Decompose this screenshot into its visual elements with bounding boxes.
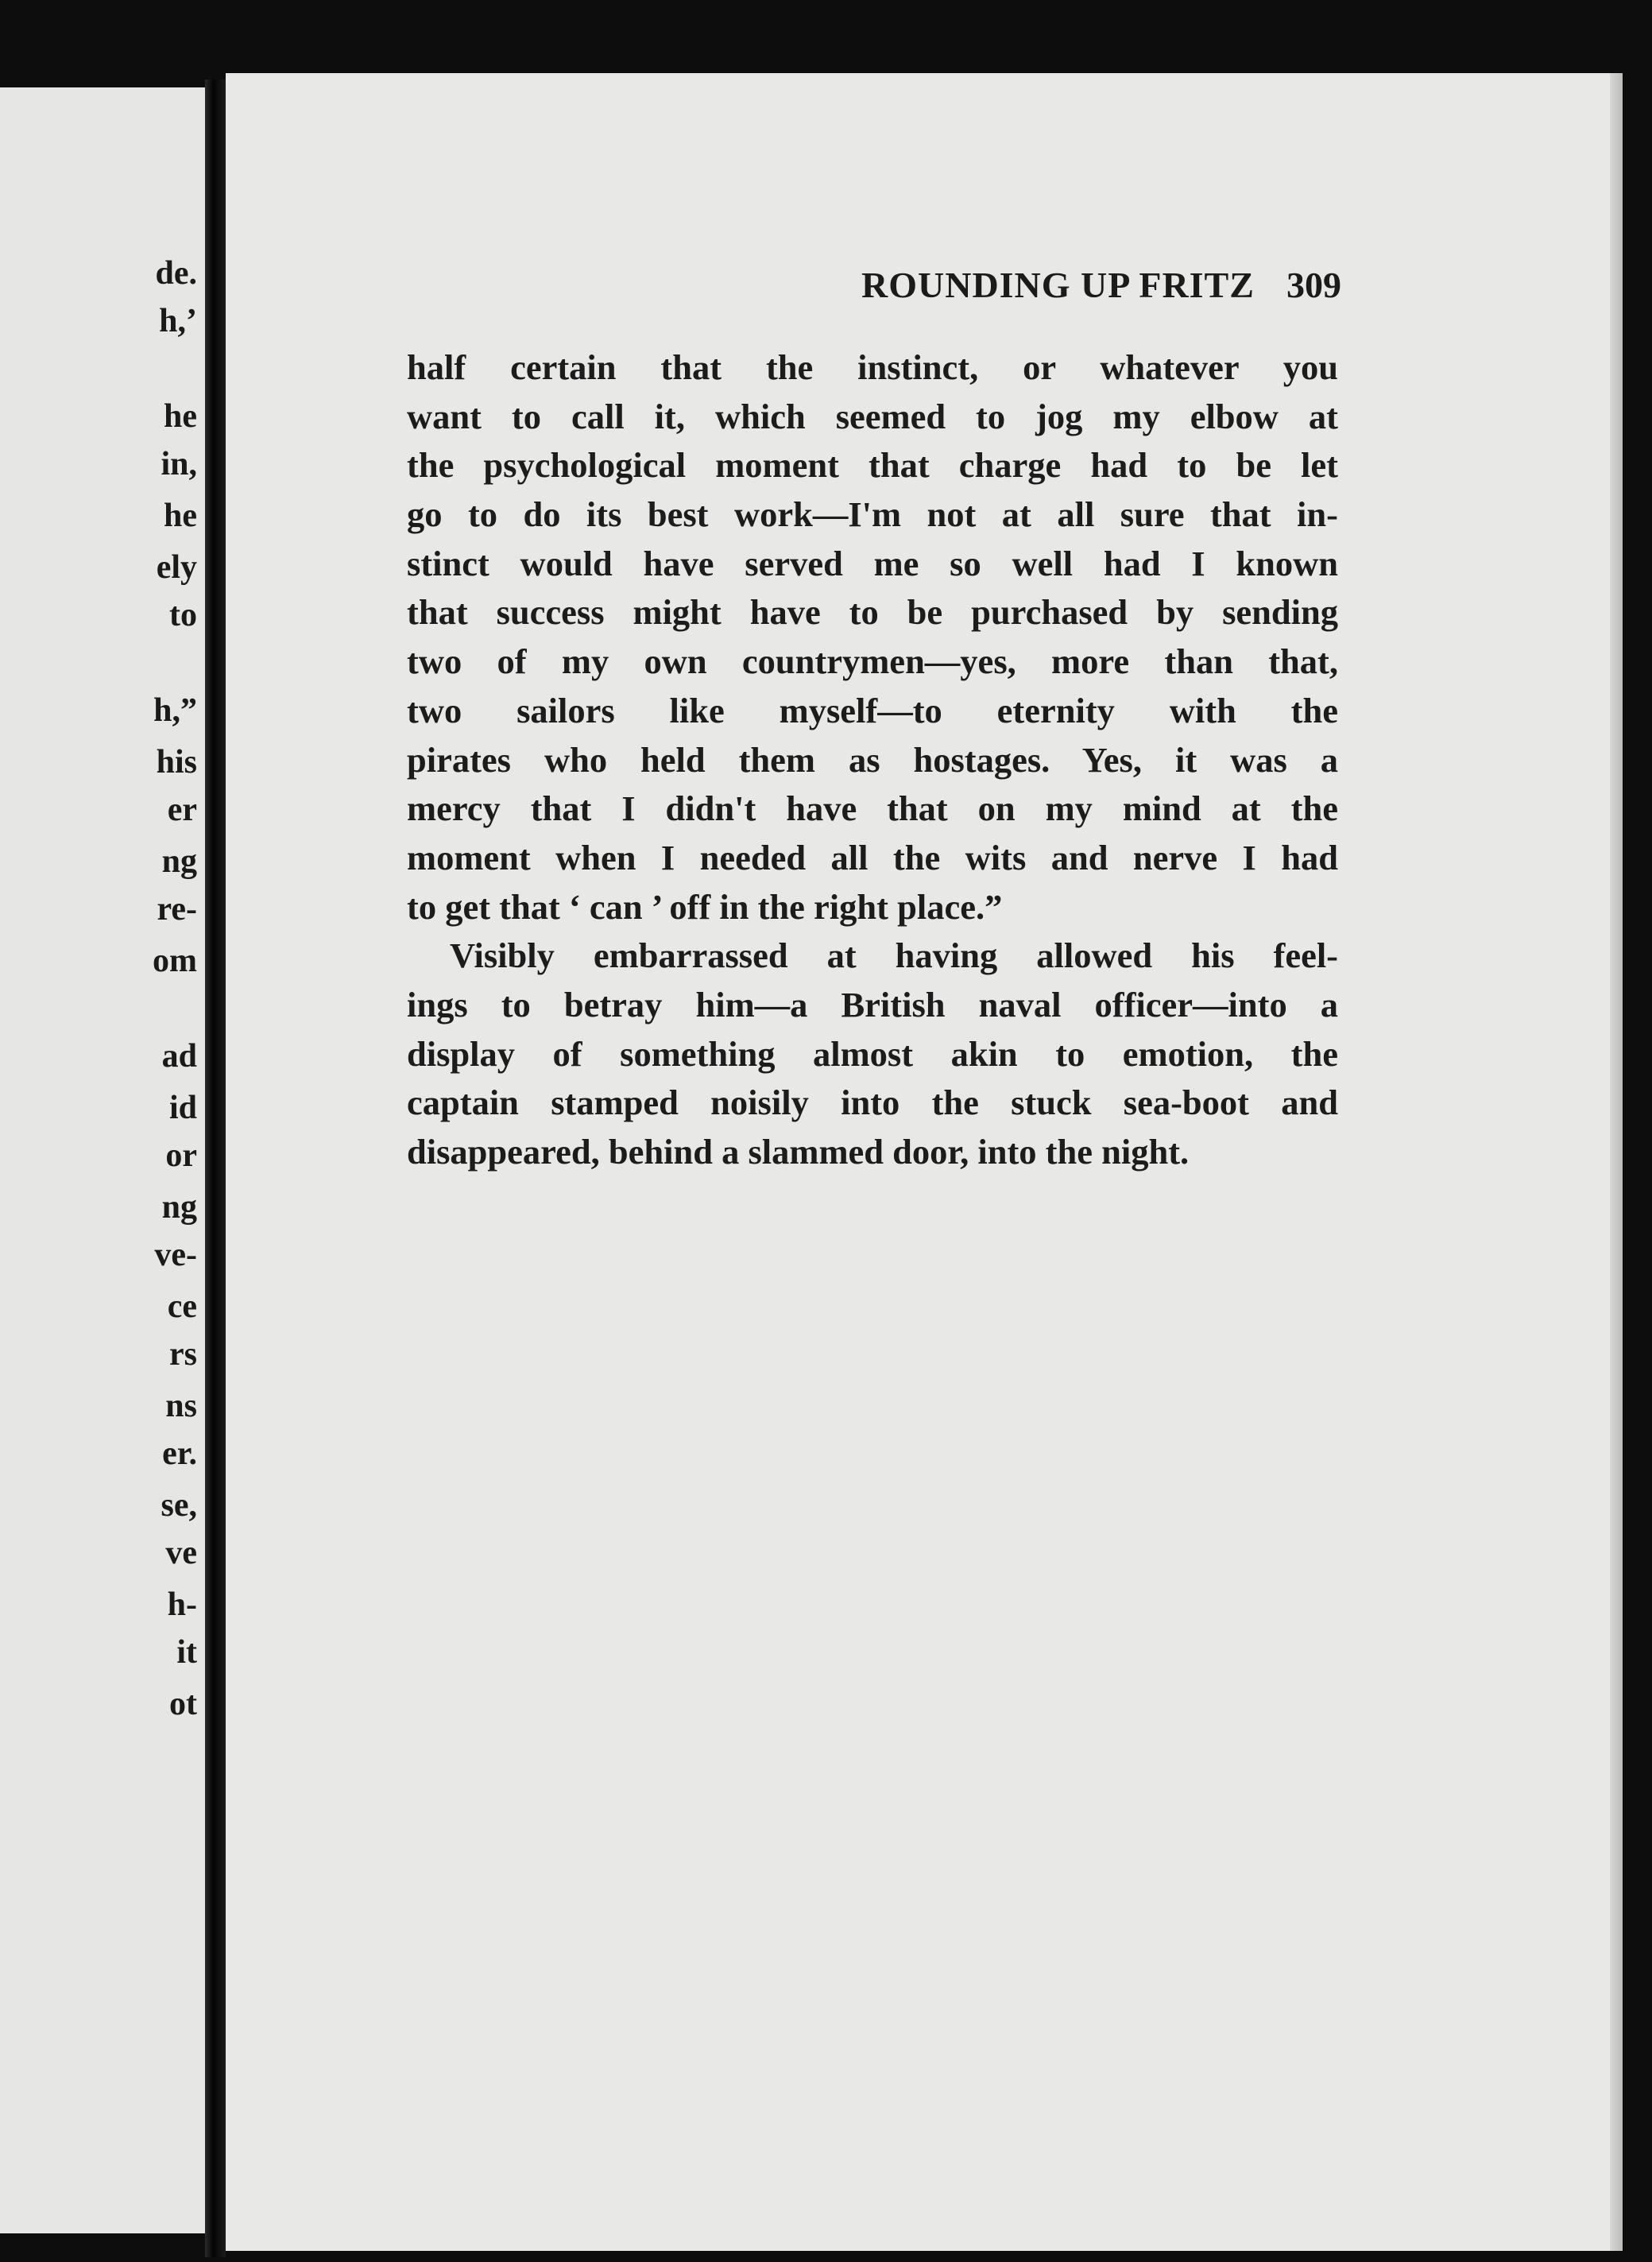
- text-line: that success might have to be purchased by sending: [407, 592, 1338, 633]
- text-line: the psychological moment that charge had to be let: [407, 445, 1338, 486]
- left-page-fragment: de.: [155, 255, 197, 292]
- running-head: ROUNDING UP FRITZ: [861, 265, 1255, 305]
- text-line: go to do its best work—I'm not at all sure that in-: [407, 494, 1338, 535]
- left-page-fragment: om: [153, 943, 197, 979]
- left-page-fragment: ad: [161, 1038, 197, 1075]
- text-line: Visibly embarrassed at having allowed his feel-: [450, 935, 1338, 976]
- text-line: captain stamped noisily into the stuck sea-boot and: [407, 1083, 1338, 1123]
- page-number: 309: [1286, 265, 1341, 305]
- left-page-fragment: rs: [169, 1336, 197, 1373]
- left-page-fragment: re-: [157, 891, 197, 928]
- binding-gutter: [205, 79, 226, 2257]
- text-line: two sailors like myself—to eternity with the: [407, 690, 1338, 730]
- text-line: disappeared, behind a slammed door, into the night.: [407, 1132, 1190, 1172]
- left-page-fragment: he: [164, 498, 197, 534]
- body-text: [407, 343, 1338, 1177]
- left-facing-page: [0, 87, 205, 2233]
- text-line: pirates who held them as hostages. Yes, it was a: [407, 739, 1338, 780]
- text-line: to get that ‘ can ’ off in the right place.”: [407, 886, 1003, 927]
- book-page: [226, 73, 1610, 2251]
- left-page-fragment: id: [168, 1090, 197, 1126]
- left-page-fragment: in,: [161, 446, 197, 482]
- left-page-fragment: to: [169, 597, 197, 633]
- left-page-fragment: ce: [167, 1288, 197, 1325]
- text-line: stinct would have served me so well had I known: [407, 543, 1338, 583]
- text-line: ings to betray him—a British naval officer—into a: [407, 984, 1338, 1024]
- text-line: want to call it, which seemed to jog my elbow at: [407, 396, 1338, 436]
- left-page-fragment: er: [167, 792, 197, 828]
- text-line: two of my own countrymen—yes, more than that,: [407, 641, 1338, 682]
- paragraph-1: [407, 343, 1338, 932]
- left-page-fragment: his: [156, 744, 197, 780]
- left-page-fragment: er.: [162, 1435, 197, 1472]
- left-page-fragment: ely: [156, 549, 197, 586]
- left-page-fragment: ot: [169, 1686, 197, 1722]
- left-page-fragment: ns: [165, 1388, 197, 1424]
- left-page-fragment: h,”: [153, 692, 197, 729]
- left-page-fragment: or: [165, 1137, 197, 1174]
- page-edge: [1610, 73, 1623, 2251]
- left-page-fragment: it: [176, 1634, 197, 1671]
- left-page-fragment: he: [164, 398, 197, 435]
- left-page-fragment: h-: [167, 1586, 197, 1623]
- text-line: half certain that the instinct, or whatever you: [407, 347, 1338, 387]
- left-page-fragment: ve: [165, 1535, 197, 1571]
- left-page-fragment: ng: [161, 1189, 197, 1226]
- left-page-fragment: se,: [161, 1487, 197, 1524]
- text-line: moment when I needed all the wits and nerve I had: [407, 837, 1338, 877]
- text-line: mercy that I didn't have that on my mind at the: [407, 788, 1338, 829]
- left-page-fragment: ve-: [154, 1237, 197, 1273]
- text-line: display of something almost akin to emotion, the: [407, 1033, 1338, 1074]
- page-header: [404, 264, 1341, 312]
- paragraph-2: [407, 932, 1338, 1176]
- left-page-fragment: ng: [161, 843, 197, 880]
- left-page-fragment: h,’: [159, 303, 197, 339]
